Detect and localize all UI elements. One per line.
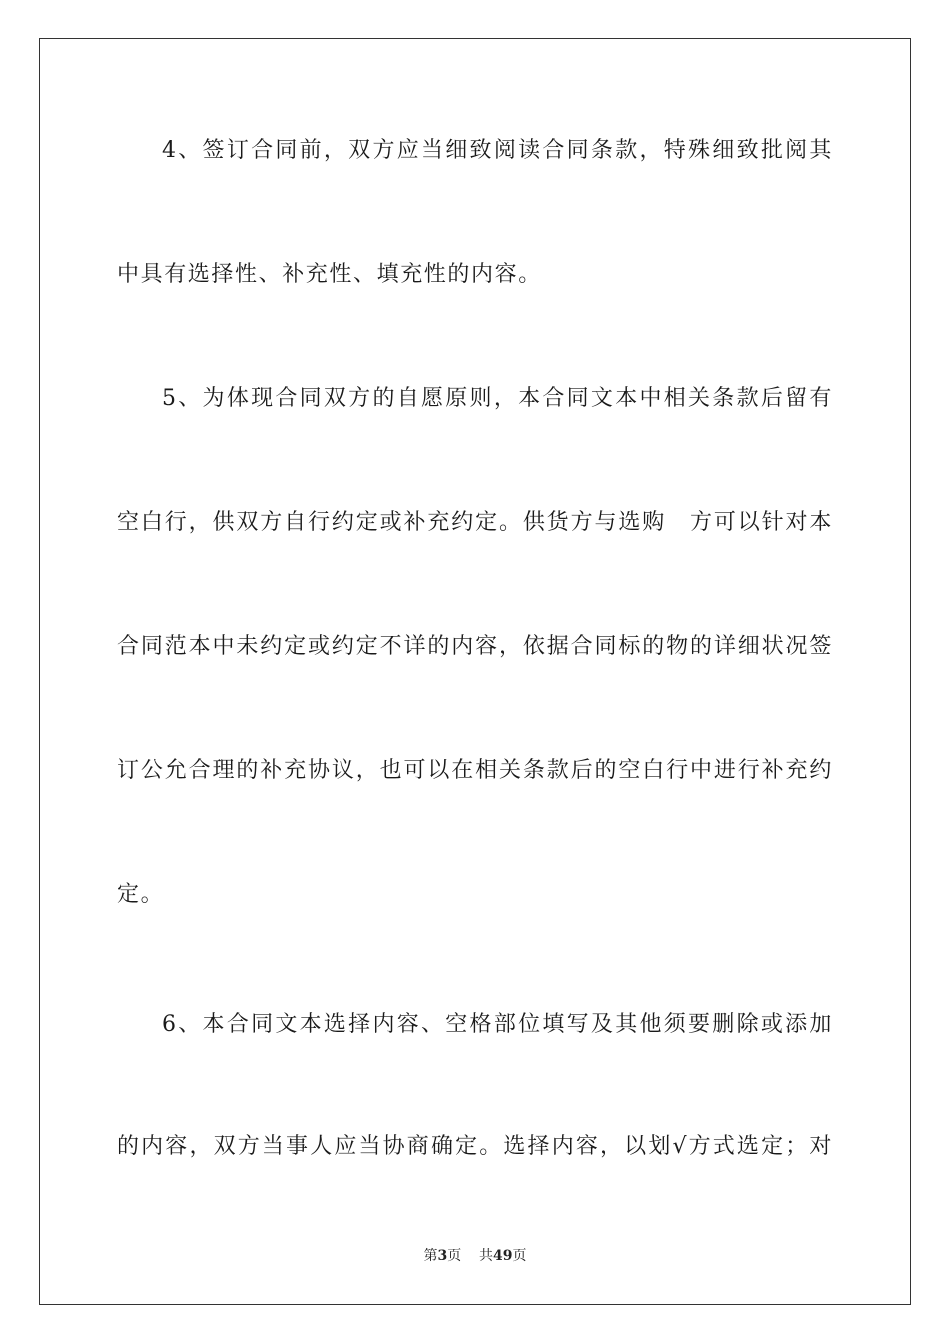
footer-page-prefix: 第: [423, 1248, 438, 1264]
footer-total-suffix: 页: [512, 1248, 527, 1264]
paragraph-5-line-3: 合同范本中未约定或约定不详的内容，依据合同标的物的详细状况签: [117, 634, 833, 659]
footer-page-number: 3: [437, 1248, 448, 1264]
footer-total-pages: 49: [493, 1248, 513, 1264]
paragraph-6-line-2: 的内容，双方当事人应当协商确定。选择内容，以划√方式选定；对: [117, 1134, 833, 1159]
paragraph-5-line-5: 定。: [117, 882, 165, 907]
paragraph-5-line-1: 5、为体现合同双方的自愿原则，本合同文本中相关条款后留有: [162, 386, 833, 411]
paragraph-4-line-1: 4、签订合同前，双方应当细致阅读合同条款，特殊细致批阅其: [162, 138, 833, 163]
paragraph-5-line-4: 订公允合理的补充协议，也可以在相关条款后的空白行中进行补充约: [117, 758, 833, 783]
paragraph-6-line-1: 6、本合同文本选择内容、空格部位填写及其他须要删除或添加: [162, 1012, 833, 1037]
footer-total-prefix: 共: [479, 1248, 494, 1264]
page-footer: [0, 1246, 950, 1266]
page-border: [39, 38, 911, 1305]
paragraph-4-line-2: 中具有选择性、补充性、填充性的内容。: [117, 262, 542, 287]
footer-page-suffix: 页: [447, 1248, 462, 1264]
paragraph-5-line-2: 空白行，供双方自行约定或补充约定。供货方与选购 方可以针对本: [117, 510, 833, 535]
